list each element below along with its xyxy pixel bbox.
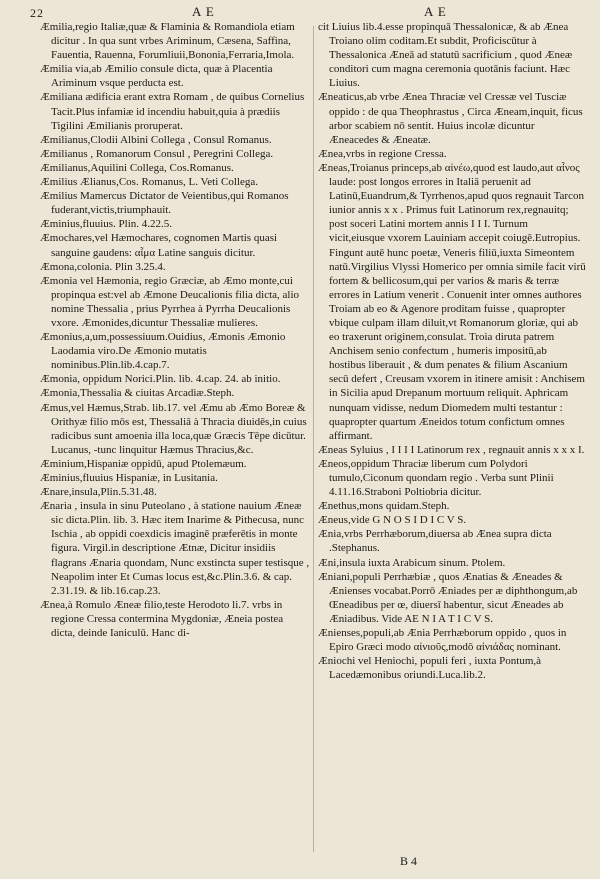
dictionary-entry: Ænare,insula,Plin.5.31.48. bbox=[40, 486, 157, 499]
dictionary-entry: Æneos,oppidum Thraciæ liberum cum Polydori tumulo,Ciconum quondam regio . Verba sunt Plinii 4.11.16.Straboni Poltiobria dicitur. bbox=[318, 457, 554, 499]
signature-mark: B 4 bbox=[400, 854, 418, 868]
dictionary-entry: Æniochi vel Heniochi, populi feri , iuxta Pontum,à Lacedæmonibus oriundi.Luca.lib.2. bbox=[318, 655, 542, 682]
dictionary-entry: Æmilius Mamercus Dictator de Veientibus,qui Romanos fuderant,victis,triumphauit. bbox=[40, 190, 289, 217]
dictionary-entry: Æmilianus,Aquilini Collega, Cos.Romanus. bbox=[40, 161, 234, 174]
dictionary-entry: cit Liuius lib.4.esse propinquā Thessalonicæ, & ab Ænea Troiano olim coditam.Et subdit, Proficiscūtur à Thessalonica Æneā ad statutū sacrificium , quod Æneæ conditori cum magna ceremonia quotānis faciunt. Hæc Liuius. bbox=[318, 21, 573, 90]
dictionary-entry: Æmilia via,ab Æmilio consule dicta, quæ à Placentia Ariminum vsque perducta est. bbox=[40, 63, 273, 90]
dictionary-entry: Æmonius,a,um,possessiuum.Ouidius, Æmonis Æmonio Laodamia viro.De Æmonio mutatis nominibus.Plin.lib.4.cap.7. bbox=[40, 331, 286, 372]
right-column bbox=[318, 20, 586, 682]
dictionary-entry: Æmilius Ælianus,Cos. Romanus, L. Veti Collega. bbox=[40, 176, 258, 189]
dictionary-entry: Æmonia,Thessalia & ciuitas Arcadiæ.Steph. bbox=[40, 387, 235, 400]
dictionary-entry: Æmus,vel Hæmus,Strab. lib.17. vel Æmu ab Æmo Boreæ & Orithyæ filio mōs est, Thessaliā à Thracia diuidēs,in cuius radicibus sunt amoenia illa loca,quæ Græcis Tēpe dicūtur. Lucanus, -tunc linquitur Hæmus Thracius,&c. bbox=[40, 401, 307, 456]
dictionary-entry: Ænienses,populi,ab Ænia Perrhæborum oppido , quos in Epiro Græci modo αἰνιοῦς,modō αἰνιάδας nominant. bbox=[318, 627, 567, 654]
dictionary-entry: Ænea,à Romulo Æneæ filio,teste Herodoto li.7. vrbs in regione Cressa contermina Mygdoniæ, Æneia postea dicta, deinde Ianiculū. Hanc di- bbox=[40, 598, 284, 640]
dictionary-entry: Ænaria , insula in sinu Puteolano , à statione nauium Æneæ sic dicta.Plin. lib. 3. Hæc item Inarime & Pithecusa, nunc Ischia , ab oppidi coexdicis imaginē præferētis in monte figura. Virgil.in descriptione Ætnæ, Dicitur insidiis flagrans Ænaria quondam, Nunc exstincta super testisque , Neapolim inter Et Cumas locus est,&c.Plin.3.6. & cap. 2.31.19. & lib.16.cap.23. bbox=[40, 500, 310, 597]
dictionary-entry: Æneas,Troianus princeps,ab αἰνέω,quod est laudo,aut αἶνος laude: post longos errores in Italiā peruenit ad Latinū,Euandrum,& Tyrrhenos,apud quos regnauit Tarcon iunior annis x x . Primus fuit Latinorum rex,regnauitq; post soceri Latini mortem annis I I I. Turnum vicit,eiusque vxorem Lauiniam accepit coiugē.Eutropius. Fingunt autē hunc poetæ, Veneris filiū,iuxta Simeontem natū.Virgilius Vlyssi Homerico per omnia simile facit virū fortem & bellicosum,qui per varios & maris & terræ errores in Latium venerit . Conuenit inter omnes authores Troiam ab eo & Agenore proditam fuisse , quapropter vbique culpam illam diluit,vt Romanorum gloriæ, qui ab eo traxerunt originem,consulat. Troia diruta patrem Anchisem senio confectum , humeris impositū,ab hostibus liberauit , & dum penates & filium Ascanium secū defert , Creusam vxorem in itinere amisit : Anchisem in Sicilia apud Drepanum mortuum reliquit. Aphricam nunquam vidisse, nedum Diomedem multi testantur : quapropter quartum Æneidos totum confictum omnes affirmant. bbox=[318, 161, 586, 442]
dictionary-entry: Æminius,fluuius Hispaniæ, in Lusitania. bbox=[40, 472, 218, 484]
left-running-head: A E bbox=[192, 4, 215, 19]
dictionary-entry: Æmochares,vel Hæmochares, cognomen Martis quasi sanguine gaudens: αἷμα Latine sanguis dicitur. bbox=[40, 232, 278, 259]
dictionary-entry: Æminium,Hispaniæ oppidū, apud Ptolemæum. bbox=[40, 457, 247, 470]
dictionary-entry: Æmiliana ædificia erant extra Romam , de quibus Cornelius Tacit.Plus infamiæ id incendiu habuit,quia à prædiis Tigilini Æmilianis proruperat. bbox=[40, 91, 305, 132]
left-column bbox=[40, 20, 310, 640]
dictionary-entry: Ænethus,mons quidam.Steph. bbox=[318, 500, 450, 513]
dictionary-entry: Æneaticus,ab vrbe Ænea Thraciæ vel Cressæ vel Tusciæ oppido : de qua Theophrastus , Circa Æneam,inquit, ficus arbor scabiem nō sentit. Huius incolæ dicuntur Æneacedes & Æneatæ. bbox=[318, 91, 583, 146]
page-number: 22 bbox=[30, 6, 44, 20]
dictionary-entry: Æmilia,regio Italiæ,quæ & Flaminia & Romandiola etiam dicitur . In qua sunt vrbes Ariminum, Cæsena, Saffina, Fauentia, Rauenna, Forumliuii,Bononia,Ferraria,Imola. bbox=[40, 21, 295, 62]
dictionary-entry: Æneus,vide G N O S I D I C V S. bbox=[318, 514, 467, 527]
right-running-head: A E bbox=[424, 4, 447, 19]
dictionary-entry: Æneas Syluius , I I I I Latinorum rex , regnauit annis x x x I. bbox=[318, 443, 585, 456]
dictionary-entry: Æmonia vel Hæmonia, regio Græciæ, ab Æmo monte,cui propinqua est:vel ab Æmone Deucalionis filia dicta, alio nomine Thessalia , prius Pyrrhea à Pyrrha Deucalionis vxore. Æmonides,dicuntur Thessaliæ mulieres. bbox=[40, 274, 300, 329]
dictionary-entry: Æmona,colonia. Plin 3.25.4. bbox=[40, 260, 166, 273]
dictionary-entry: Æmonia, oppidum Norici.Plin. lib. 4.cap. 24. ab initio. bbox=[40, 373, 281, 386]
dictionary-entry: Æni,insula iuxta Arabicum sinum. Ptolem. bbox=[318, 556, 506, 569]
dictionary-entry: Æmilianus , Romanorum Consul , Peregrini Collega. bbox=[40, 147, 274, 160]
column-divider bbox=[313, 26, 314, 852]
dictionary-entry: Ænia,vrbs Perrhæborum,diuersa ab Ænea supra dicta .Stephanus. bbox=[318, 528, 552, 555]
dictionary-entry: Æminius,fluuius. Plin. 4.22.5. bbox=[40, 218, 173, 231]
dictionary-entry: Æniani,populi Perrhæbiæ , quos Ænatias & Æneades & Ænienses vocabat.Porrō Æniades per æ diphthongum,ab Œneadibus per œ, diuersī habentur, sicut Æneades ab Æniadibus. Vide AE N I A T I C V S. bbox=[318, 570, 578, 625]
dictionary-entry: Ænea,vrbs in regione Cressa. bbox=[318, 147, 447, 160]
dictionary-entry: Æmilianus,Clodii Albini Collega , Consul Romanus. bbox=[40, 133, 272, 146]
